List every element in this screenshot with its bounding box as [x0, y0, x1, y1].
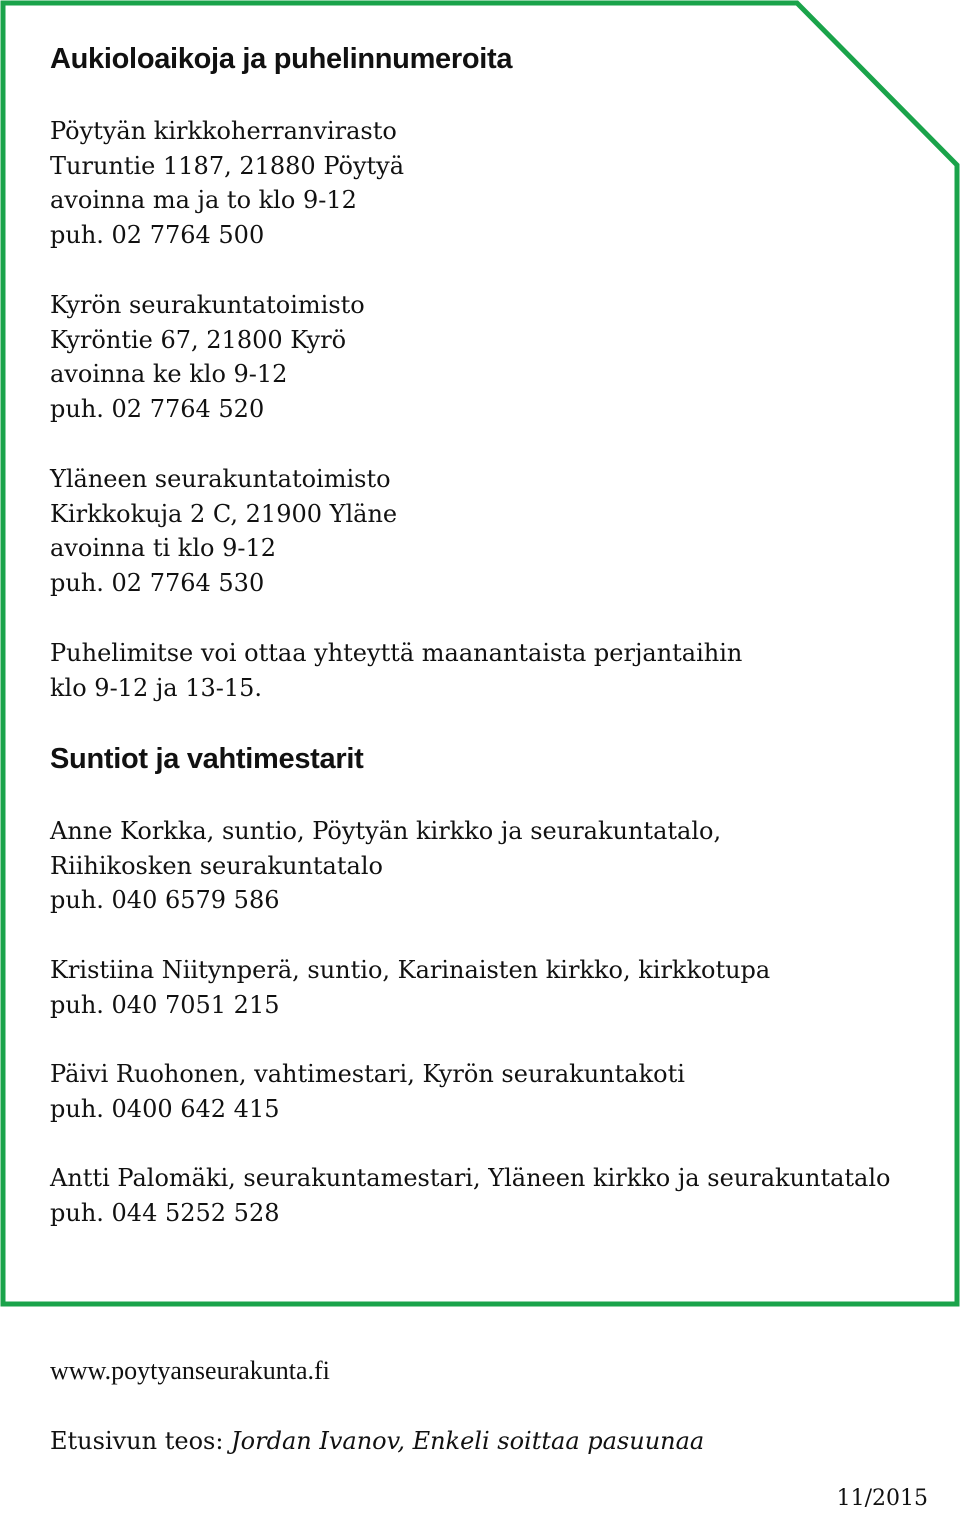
- office-hours: avoinna ke klo 9-12: [50, 360, 288, 389]
- office-phone: puh. 02 7764 530: [50, 568, 265, 597]
- staff-phone: puh. 040 6579 586: [50, 886, 280, 915]
- staff-entry: [50, 814, 721, 918]
- phone-hours-note: [50, 636, 742, 705]
- staff-entry: [50, 1057, 685, 1126]
- office-hours: avoinna ti klo 9-12: [50, 534, 277, 563]
- office-hours: avoinna ma ja to klo 9-12: [50, 186, 357, 215]
- office-name: Pöytyän kirkkoherranvirasto: [50, 117, 397, 145]
- staff-description: Anne Korkka, suntio, Pöytyän kirkko ja seurakuntatalo,: [50, 817, 722, 845]
- office-hours-heading: Aukioloaikoja ja puhelinnumeroita: [50, 43, 513, 75]
- cover-art-credit: [50, 1424, 704, 1458]
- staff-description: Päivi Ruohonen, vahtimestari, Kyrön seurakuntakoti: [50, 1060, 685, 1088]
- phone-note-line: klo 9-12 ja 13-15.: [50, 673, 263, 702]
- staff-heading: Suntiot ja vahtimestarit: [50, 743, 364, 775]
- parish-website-link[interactable]: www.poytyanseurakunta.fi: [50, 1356, 330, 1385]
- staff-description: Riihikosken seurakuntatalo: [50, 851, 383, 880]
- office-address: Turuntie 1187, 21880 Pöytyä: [50, 151, 405, 180]
- office-phone: puh. 02 7764 500: [50, 220, 265, 249]
- office-phone: puh. 02 7764 520: [50, 394, 265, 423]
- office-name: Kyrön seurakuntatoimisto: [50, 291, 365, 319]
- office-entry: [50, 114, 404, 252]
- issue-date: 11/2015: [836, 1486, 928, 1511]
- staff-entry: [50, 953, 770, 1022]
- office-address: Kyröntie 67, 21800 Kyrö: [50, 325, 347, 354]
- staff-phone: puh. 044 5252 528: [50, 1198, 280, 1227]
- staff-phone: puh. 040 7051 215: [50, 990, 280, 1019]
- staff-description: Antti Palomäki, seurakuntamestari, Yläneen kirkko ja seurakuntatalo: [50, 1164, 891, 1192]
- staff-entry: [50, 1161, 891, 1230]
- cover-credit-work: Jordan Ivanov, Enkeli soittaa pasuunaa: [231, 1427, 705, 1455]
- office-name: Yläneen seurakuntatoimisto: [50, 465, 391, 493]
- phone-note-line: Puhelimitse voi ottaa yhteyttä maanantaista perjantaihin: [50, 639, 743, 667]
- staff-phone: puh. 0400 642 415: [50, 1094, 280, 1123]
- cover-credit-label: Etusivun teos:: [50, 1427, 232, 1455]
- office-entry: [50, 462, 397, 600]
- office-address: Kirkkokuja 2 C, 21900 Yläne: [50, 499, 398, 528]
- staff-description: Kristiina Niitynperä, suntio, Karinaisten kirkko, kirkkotupa: [50, 956, 771, 984]
- office-entry: [50, 288, 365, 426]
